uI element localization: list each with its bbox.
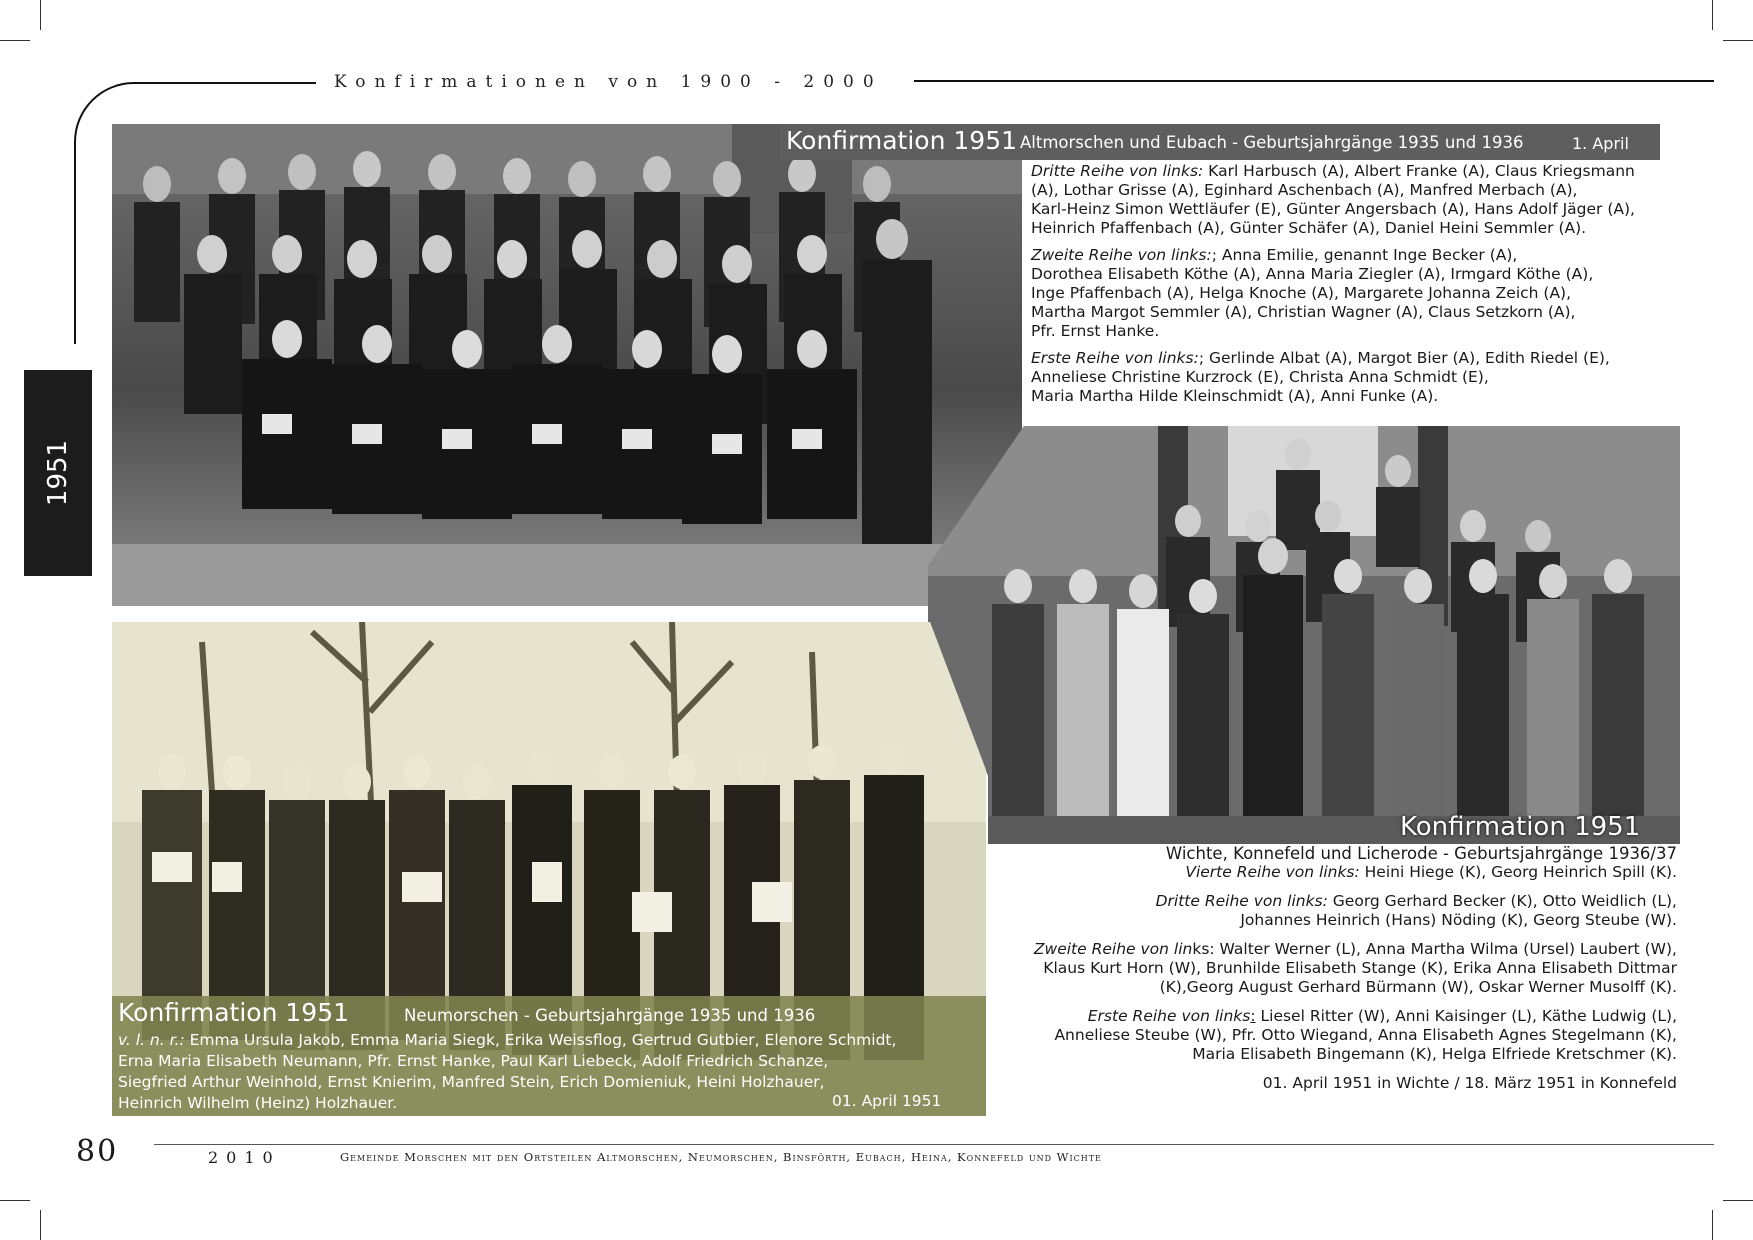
photo2-row1-label: Erste Reihe von links xyxy=(1087,1007,1251,1025)
text-line: Dorothea Elisabeth Köthe (A), Anna Maria Ziegler (A), Irmgard Köthe (A), xyxy=(1031,265,1594,283)
text-line: (A), Lothar Grisse (A), Eginhard Aschenbach (A), Manfred Merbach (A), xyxy=(1031,181,1578,199)
photo3-title: Konfirmation 1951 xyxy=(118,998,350,1027)
text-line: Heini Hiege (K), Georg Heinrich Spill (K). xyxy=(1359,863,1677,881)
text-line: Erna Maria Elisabeth Neumann, Pfr. Ernst Hanke, Paul Karl Liebeck, Adolf Friedrich Schanze, xyxy=(118,1052,829,1070)
photo2-date: 01. April 1951 in Wichte / 18. März 1951 in Konnefeld xyxy=(1262,1074,1677,1092)
footer-rule xyxy=(154,1144,1714,1145)
text-line: : Walter Werner (L), Anna Martha Wilma (Ursel) Laubert (W), xyxy=(1209,940,1677,958)
header-rule-right xyxy=(914,80,1714,82)
crop-mark xyxy=(1712,0,1713,30)
page-number: 80 xyxy=(76,1134,119,1169)
photo2-title: Konfirmation 1951 xyxy=(1400,812,1641,842)
crop-mark xyxy=(1712,1210,1713,1240)
photo3-label: v. l. n. r.: xyxy=(118,1031,185,1049)
text-line: Maria Elisabeth Bingemann (K), Helga Elfriede Kretschmer (K). xyxy=(1192,1045,1677,1063)
text-line: Martha Margot Semmler (A), Christian Wagner (A), Claus Setzkorn (A), xyxy=(1031,303,1576,321)
photo1-title: Konfirmation 1951 xyxy=(786,126,1018,155)
photo3-subtitle: Neumorschen - Geburtsjahrgänge 1935 und 1936 xyxy=(404,1006,816,1025)
text-line: Karl Harbusch (A), Albert Franke (A), Claus Kriegsmann xyxy=(1203,162,1635,180)
photo2-row2 xyxy=(1034,940,1677,997)
text-line: Siegfried Arthur Weinhold, Ernst Knierim, Manfred Stein, Erich Domieniuk, Heini Holzhauer, xyxy=(118,1073,825,1091)
text-line: ks xyxy=(1192,940,1210,958)
photo2-date-line xyxy=(1034,1074,1677,1093)
crop-mark xyxy=(40,1210,41,1240)
photo1-row1-label: Erste Reihe von links: xyxy=(1031,349,1199,367)
photo1-row3-label: Dritte Reihe von links: xyxy=(1031,162,1204,180)
footer-year: 2010 xyxy=(208,1148,281,1167)
photo1-row2 xyxy=(1031,246,1635,341)
text-line: (K),Georg August Gerhard Bürmann (W), Oskar Werner Musolff (K). xyxy=(1159,978,1677,996)
crop-mark xyxy=(1723,1200,1753,1201)
text-line: Inge Pfaffenbach (A), Helga Knoche (A), Margarete Johanna Zeich (A), xyxy=(1031,284,1572,302)
photo1-subtitle: Altmorschen und Eubach - Geburtsjahrgänge 1935 und 1936 xyxy=(1020,133,1524,152)
text-line: : xyxy=(1250,1007,1256,1025)
footer-text: Gemeinde Morschen mit den Ortsteilen Altmorschen, Neumorschen, Binsförth, Eubach, Heina, Konnefeld und Wichte xyxy=(340,1150,1102,1164)
photo3-caption-band xyxy=(112,996,986,1116)
photo3-names xyxy=(118,1030,896,1114)
photo2-row3 xyxy=(1034,892,1677,930)
photo1-row2-label: Zweite Reihe von links: xyxy=(1031,246,1212,264)
crop-mark xyxy=(0,40,30,41)
photo2-row1 xyxy=(1034,1007,1677,1064)
photo2-row4-label: Vierte Reihe von links: xyxy=(1185,863,1360,881)
photo2-row2-label: Zweite Reihe von lin xyxy=(1033,940,1193,958)
text-line: Liesel Ritter (W), Anni Kaisinger (L), Käthe Ludwig (L), xyxy=(1255,1007,1677,1025)
crop-mark xyxy=(40,0,41,30)
text-line: Anneliese Christine Kurzrock (E), Christa Anna Schmidt (E), xyxy=(1031,368,1489,386)
photo1-caption-bar xyxy=(780,124,1660,160)
crop-mark xyxy=(0,1200,30,1201)
photo2-subtitle-line xyxy=(1034,844,1677,863)
text-line: Johannes Heinrich (Hans) Nöding (K), Georg Steube (W). xyxy=(1240,911,1677,929)
year-tab xyxy=(24,370,92,576)
photo2-row3-label: Dritte Reihe von links: xyxy=(1155,892,1328,910)
text-line: ; Anna Emilie, genannt Inge Becker (A), xyxy=(1211,246,1518,264)
photo2-names xyxy=(1034,844,1677,1101)
text-line: Heinrich Pfaffenbach (A), Günter Schäfer (A), Daniel Heini Semmler (A). xyxy=(1031,219,1587,237)
photo-altmorschen-group xyxy=(112,124,1022,606)
text-line: Georg Gerhard Becker (K), Otto Weidlich (L), xyxy=(1327,892,1677,910)
photo-wichte-group xyxy=(928,426,1680,844)
text-line: Anneliese Steube (W), Pfr. Otto Wiegand, Anna Elisabeth Agnes Stegelmann (K), xyxy=(1054,1026,1677,1044)
photo2-row4 xyxy=(1034,863,1677,882)
photo1-names xyxy=(1031,162,1635,414)
photo2-subtitle: Wichte, Konnefeld und Licherode - Geburtsjahrgänge 1936/37 xyxy=(1165,844,1677,863)
text-line: Karl-Heinz Simon Wettläufer (E), Günter Angersbach (A), Hans Adolf Jäger (A), xyxy=(1031,200,1635,218)
text-line: Klaus Kurt Horn (W), Brunhilde Elisabeth Stange (K), Erika Anna Elisabeth Dittmar xyxy=(1043,959,1677,977)
text-line: Maria Martha Hilde Kleinschmidt (A), Anni Funke (A). xyxy=(1031,387,1439,405)
photo3-date: 01. April 1951 xyxy=(832,1092,942,1110)
crop-mark xyxy=(1723,40,1753,41)
text-line: Heinrich Wilhelm (Heinz) Holzhauer. xyxy=(118,1094,398,1112)
text-line: ; Gerlinde Albat (A), Margot Bier (A), Edith Riedel (E), xyxy=(1198,349,1610,367)
photo1-date: 1. April xyxy=(1572,134,1629,153)
text-line: Emma Ursula Jakob, Emma Maria Siegk, Erika Weissflog, Gertrud Gutbier, Elenore Schmidt, xyxy=(184,1031,897,1049)
photo-altmorschen-image xyxy=(112,124,1022,606)
text-line: Pfr. Ernst Hanke. xyxy=(1031,322,1160,340)
photo1-row3 xyxy=(1031,162,1635,238)
photo1-row1 xyxy=(1031,349,1635,406)
year-tab-label: 1951 xyxy=(43,439,73,507)
photo-wichte-image xyxy=(928,426,1680,844)
header-title: Konfirmationen von 1900 - 2000 xyxy=(334,72,883,92)
